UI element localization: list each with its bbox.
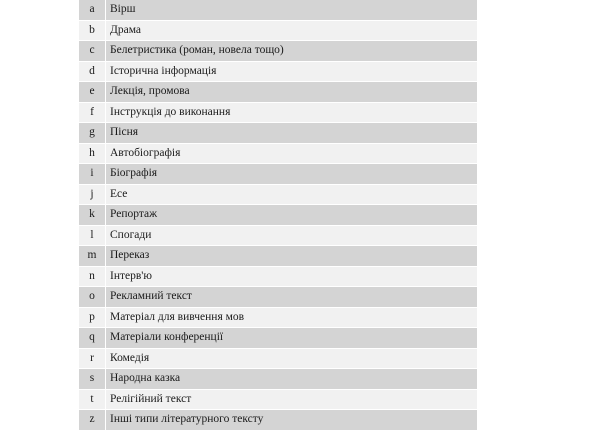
- description-cell: Спогади: [106, 226, 477, 247]
- table-row: [79, 164, 477, 185]
- description-cell: Інструкція до виконання: [106, 103, 477, 124]
- table-row: [79, 226, 477, 247]
- code-cell: r: [79, 349, 106, 370]
- description-cell: Белетристика (роман, новела тощо): [106, 41, 477, 62]
- description-cell: Комедія: [106, 349, 477, 370]
- description-cell: Народна казка: [106, 369, 477, 390]
- table-row: [79, 144, 477, 165]
- code-cell: o: [79, 287, 106, 308]
- code-cell: t: [79, 390, 106, 411]
- code-cell: s: [79, 369, 106, 390]
- table-row: [79, 41, 477, 62]
- table-row: [79, 185, 477, 206]
- code-cell: f: [79, 103, 106, 124]
- code-cell: n: [79, 267, 106, 288]
- table-row: [79, 328, 477, 349]
- table-row: [79, 390, 477, 411]
- table-row: [79, 267, 477, 288]
- code-cell: z: [79, 410, 106, 431]
- code-cell: k: [79, 205, 106, 226]
- description-cell: Рекламний текст: [106, 287, 477, 308]
- description-cell: Матеріали конференції: [106, 328, 477, 349]
- table-row: [79, 349, 477, 370]
- description-cell: Драма: [106, 21, 477, 42]
- description-cell: Репортаж: [106, 205, 477, 226]
- code-cell: q: [79, 328, 106, 349]
- code-cell: b: [79, 21, 106, 42]
- table-row: [79, 21, 477, 42]
- code-table-body: [79, 0, 477, 431]
- code-cell: j: [79, 185, 106, 206]
- code-cell: e: [79, 82, 106, 103]
- description-cell: Історична інформація: [106, 62, 477, 83]
- description-cell: Інші типи літературного тексту: [106, 410, 477, 431]
- description-cell: Переказ: [106, 246, 477, 267]
- table-row: [79, 123, 477, 144]
- code-cell: c: [79, 41, 106, 62]
- literary-form-code-table: [79, 0, 477, 431]
- description-cell: Інтерв'ю: [106, 267, 477, 288]
- description-cell: Есе: [106, 185, 477, 206]
- table-row: [79, 62, 477, 83]
- table-row: [79, 0, 477, 21]
- description-cell: Релігійний текст: [106, 390, 477, 411]
- table-row: [79, 410, 477, 431]
- code-cell: p: [79, 308, 106, 329]
- code-cell: d: [79, 62, 106, 83]
- code-cell: h: [79, 144, 106, 165]
- description-cell: Біографія: [106, 164, 477, 185]
- table-row: [79, 205, 477, 226]
- code-cell: i: [79, 164, 106, 185]
- table-row: [79, 103, 477, 124]
- description-cell: Пісня: [106, 123, 477, 144]
- code-cell: g: [79, 123, 106, 144]
- description-cell: Лекція, промова: [106, 82, 477, 103]
- table-row: [79, 308, 477, 329]
- description-cell: Матеріал для вивчення мов: [106, 308, 477, 329]
- table-row: [79, 287, 477, 308]
- description-cell: Вірш: [106, 0, 477, 21]
- code-cell: l: [79, 226, 106, 247]
- description-cell: Автобіографія: [106, 144, 477, 165]
- table-row: [79, 369, 477, 390]
- code-cell: m: [79, 246, 106, 267]
- table-row: [79, 82, 477, 103]
- table-row: [79, 246, 477, 267]
- code-cell: a: [79, 0, 106, 21]
